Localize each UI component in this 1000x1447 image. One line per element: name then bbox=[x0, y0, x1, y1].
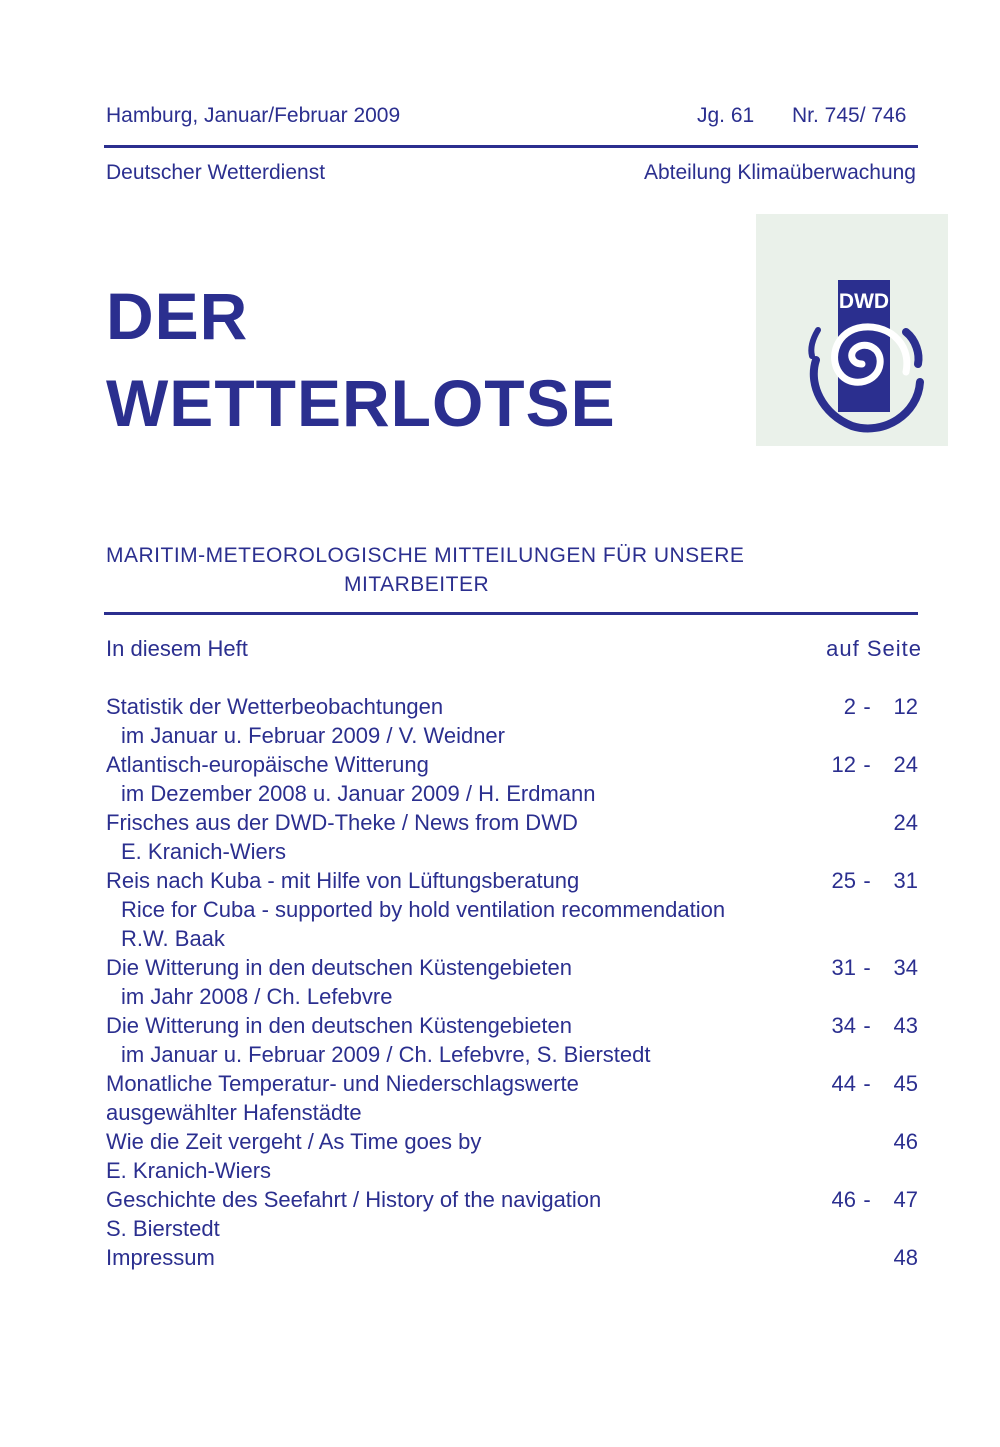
page-to: 43 bbox=[893, 1013, 918, 1038]
page-dash: - bbox=[863, 1187, 871, 1212]
page-from: 2 bbox=[843, 694, 856, 719]
toc-entry-author: im Dezember 2008 u. Januar 2009 / H. Erdmann bbox=[121, 781, 596, 806]
toc-entry bbox=[106, 808, 918, 866]
toc-entry-title: Geschichte des Seefahrt / History of the navigation bbox=[106, 1187, 602, 1212]
toc-entry-title: Die Witterung in den deutschen Küstengebieten bbox=[106, 1013, 572, 1038]
toc-entry-pages bbox=[808, 692, 918, 721]
page-from: 44 bbox=[831, 1071, 856, 1096]
toc-page-heading: auf Seite bbox=[826, 636, 922, 661]
page-to: 31 bbox=[893, 868, 918, 893]
toc-entry-pages bbox=[808, 866, 918, 895]
toc-entry-author: im Januar u. Februar 2009 / Ch. Lefebvre, S. Bierstedt bbox=[121, 1042, 651, 1067]
toc-entry-pages bbox=[808, 1069, 918, 1098]
page-from: 46 bbox=[831, 1187, 856, 1212]
page-to: 24 bbox=[893, 810, 918, 835]
toc-entry-pages bbox=[808, 1185, 918, 1214]
toc-entry-author: S. Bierstedt bbox=[106, 1216, 220, 1241]
toc-entry-author: im Jahr 2008 / Ch. Lefebvre bbox=[121, 984, 393, 1009]
subtitle-line-1: MARITIM-METEOROLOGISCHE MITTEILUNGEN FÜR UNSERE bbox=[106, 544, 745, 567]
toc-entry-title: Statistik der Wetterbeobachtungen bbox=[106, 694, 444, 719]
toc-entry-title: Reis nach Kuba - mit Hilfe von Lüftungsberatung bbox=[106, 868, 580, 893]
page-to: 12 bbox=[893, 694, 918, 719]
toc-entry-pages bbox=[808, 808, 918, 837]
page-to: 46 bbox=[893, 1129, 918, 1154]
toc-entry bbox=[106, 750, 918, 808]
toc-entry-author: E. Kranich-Wiers bbox=[106, 1158, 272, 1183]
toc-entry-title: Impressum bbox=[106, 1245, 215, 1270]
toc-entry-author: E. Kranich-Wiers bbox=[121, 839, 287, 864]
toc-list bbox=[106, 692, 918, 1272]
toc-entry bbox=[106, 1011, 918, 1069]
page-from: 12 bbox=[831, 752, 856, 777]
title-line-1: DER bbox=[106, 279, 249, 353]
volume: Jg. 61 bbox=[697, 104, 755, 127]
toc-entry-author: R.W. Baak bbox=[121, 926, 225, 951]
issue-number: Nr. 745/ 746 bbox=[792, 104, 907, 127]
toc-entry-pages bbox=[808, 1011, 918, 1040]
subtitle bbox=[106, 541, 920, 599]
subtitle-line-2: MITARBEITER bbox=[344, 573, 490, 596]
toc-entry-title: Monatliche Temperatur- und Niederschlagswerte bbox=[106, 1071, 579, 1096]
page-dash: - bbox=[863, 1071, 871, 1096]
page-dash: - bbox=[863, 1013, 871, 1038]
toc-entry-author: im Januar u. Februar 2009 / V. Weidner bbox=[121, 723, 505, 748]
toc-entry bbox=[106, 866, 918, 953]
toc-entry bbox=[106, 1185, 918, 1243]
toc-entry bbox=[106, 692, 918, 750]
dwd-logo bbox=[756, 214, 948, 446]
toc-entry bbox=[106, 1127, 918, 1185]
page-dash: - bbox=[863, 955, 871, 980]
toc-entry-pages bbox=[808, 1243, 918, 1272]
header-rule bbox=[104, 145, 918, 148]
toc-entry-pages bbox=[808, 1127, 918, 1156]
publisher: Deutscher Wetterdienst bbox=[106, 161, 326, 184]
logo-text: DWD bbox=[838, 290, 890, 313]
page-to: 45 bbox=[893, 1071, 918, 1096]
page-to: 47 bbox=[893, 1187, 918, 1212]
toc-entry bbox=[106, 953, 918, 1011]
toc-entry bbox=[106, 1069, 918, 1127]
toc-entry-pages bbox=[808, 953, 918, 982]
toc-entry-title: Atlantisch-europäische Witterung bbox=[106, 752, 429, 777]
page-from: 31 bbox=[831, 955, 856, 980]
toc-heading: In diesem Heft bbox=[106, 636, 248, 661]
page-from: 34 bbox=[831, 1013, 856, 1038]
toc-entry bbox=[106, 1243, 918, 1272]
toc-entry-title: Frisches aus der DWD-Theke / News from DWD bbox=[106, 810, 578, 835]
department: Abteilung Klimaüberwachung bbox=[643, 161, 916, 184]
title-line-2: WETTERLOTSE bbox=[106, 366, 616, 440]
page-dash: - bbox=[863, 694, 871, 719]
page-to: 34 bbox=[893, 955, 918, 980]
toc-entry-pages bbox=[808, 750, 918, 779]
toc-entry-title: Die Witterung in den deutschen Küstengebieten bbox=[106, 955, 572, 980]
dwd-spiral-logo-icon bbox=[756, 214, 948, 446]
place-date: Hamburg, Januar/Februar 2009 bbox=[106, 104, 401, 127]
page-to: 48 bbox=[893, 1245, 918, 1270]
page-dash: - bbox=[863, 752, 871, 777]
page-from: 25 bbox=[831, 868, 856, 893]
toc-entry-author: ausgewählter Hafenstädte bbox=[106, 1100, 362, 1125]
page-to: 24 bbox=[893, 752, 918, 777]
toc-entry-subtitle: Rice for Cuba - supported by hold ventilation recommendation bbox=[121, 897, 726, 922]
page-dash: - bbox=[863, 868, 871, 893]
subtitle-rule bbox=[104, 612, 918, 615]
toc-entry-title: Wie die Zeit vergeht / As Time goes by bbox=[106, 1129, 482, 1154]
